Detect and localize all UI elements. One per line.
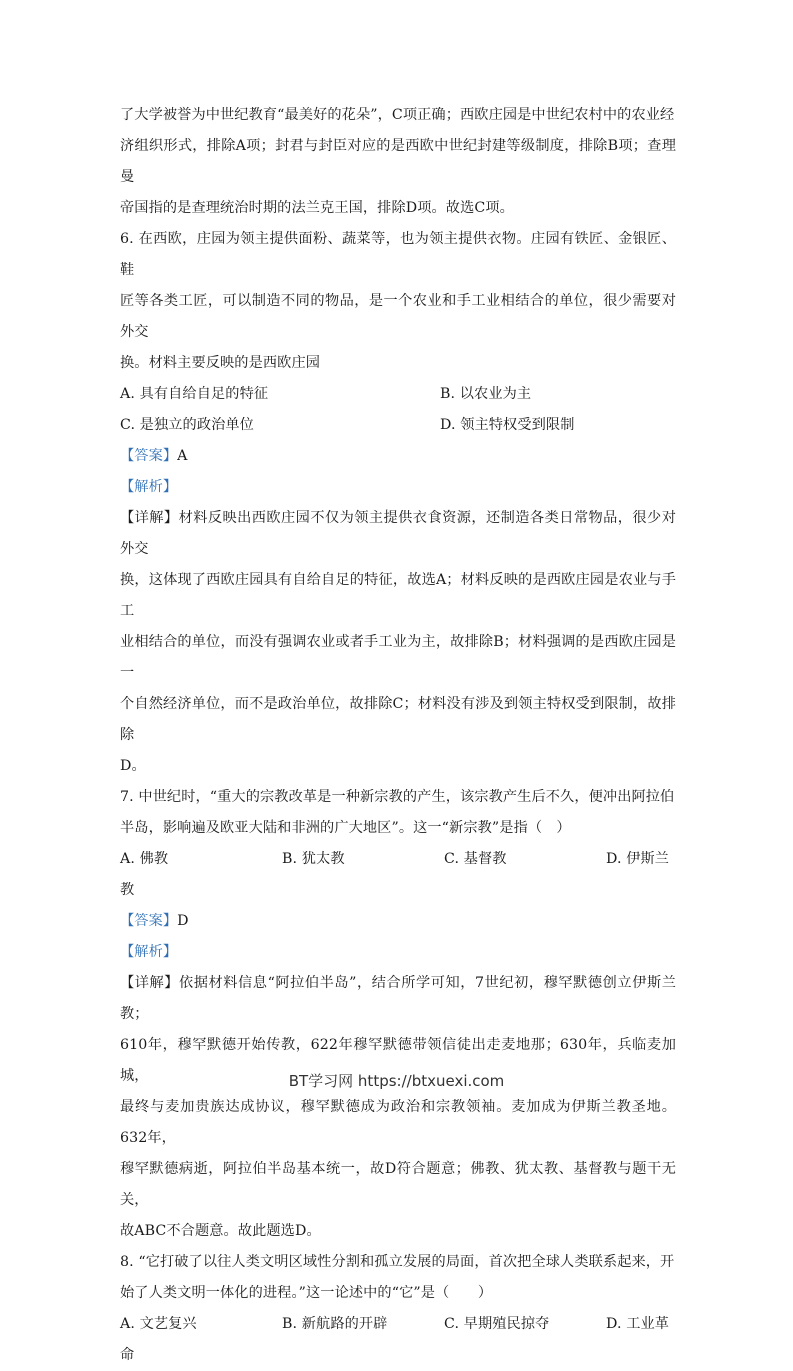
option-a: A. 具有自给自足的特征	[120, 386, 269, 402]
detail-text: 材料反映出西欧庄园不仅为领主提供衣食资源，还制造各类日常物品，很少对外交	[120, 510, 676, 557]
options-row	[120, 1309, 676, 1340]
option-b: B. 以农业为主	[440, 386, 532, 402]
option-b: B. 新航路的开辟	[282, 1316, 388, 1332]
detail-tag: 【详解】	[120, 510, 179, 526]
option-c: C. 基督教	[444, 851, 507, 867]
option-b: B. 犹太教	[282, 851, 345, 867]
question-stem-line: 匠等各类工匠，可以制造不同的物品，是一个农业和手工业相结合的单位，很少需要对外交	[120, 293, 676, 340]
detail-line: 个自然经济单位，而不是政治单位，故排除C；材料没有涉及到领主特权受到限制，故排除	[120, 696, 676, 743]
question-stem-line: 半岛，影响遍及欧亚大陆和非洲的广大地区”。这一“新宗教”是指（ ）	[120, 820, 571, 836]
answer-line	[120, 906, 676, 937]
options-row	[120, 379, 676, 410]
option-c: C. 是独立的政治单位	[120, 417, 254, 433]
option-d: D. 伊斯兰	[606, 851, 670, 867]
option-c: C. 早期殖民掠夺	[444, 1316, 550, 1332]
answer-value: D	[177, 913, 189, 929]
detail-tag: 【详解】	[120, 975, 180, 991]
option-a: A. 文艺复兴	[120, 1316, 197, 1332]
question-6	[120, 224, 676, 782]
analysis-line	[120, 472, 676, 503]
options-row	[120, 410, 676, 441]
option-d: D. 工业革	[606, 1316, 670, 1332]
detail-line: 610年，穆罕默德开始传教，622年穆罕默德带领信徒出走麦地那；630年，兵临麦加城，	[120, 1037, 676, 1084]
question-stem-line: 8. “它打破了以往人类文明区域性分割和孤立发展的局面，首次把全球人类联系起来，开	[120, 1254, 675, 1270]
options-row	[120, 844, 676, 875]
answer-line	[120, 441, 676, 472]
intro-paragraph	[120, 100, 676, 224]
page-content	[120, 100, 676, 1371]
detail-line	[120, 503, 676, 565]
analysis-tag: 【解析】	[120, 479, 178, 495]
text-line: 济组织形式，排除A项；封君与封臣对应的是西欧中世纪封建等级制度，排除B项；查理曼	[120, 138, 676, 185]
option-d: D. 领主特权受到限制	[440, 417, 575, 433]
text-line: 了大学被誉为中世纪教育“最美好的花朵”，C项正确；西欧庄园是中世纪农村中的农业经	[120, 107, 675, 123]
question-7	[120, 782, 676, 1247]
question-stem-line: 7. 中世纪时，“重大的宗教改革是一种新宗教的产生，该宗教产生后不久，便冲出阿拉伯	[120, 789, 675, 805]
option-a: A. 佛教	[120, 851, 169, 867]
detail-line: 故ABC不合题意。故此题选D。	[120, 1223, 321, 1239]
question-stem-line: 换。材料主要反映的是西欧庄园	[120, 355, 321, 371]
analysis-line	[120, 937, 676, 968]
question-stem-line: 始了人类文明一体化的进程。”这一论述中的“它”是（ ）	[120, 1285, 493, 1301]
detail-line: D。	[120, 758, 146, 774]
option-d-wrap: 教	[120, 882, 135, 898]
analysis-tag: 【解析】	[120, 944, 178, 960]
text-line: 帝国指的是查理统治时期的法兰克王国，排除D项。故选C项。	[120, 200, 514, 216]
detail-line: 穆罕默德病逝，阿拉伯半岛基本统一，故D符合题意；佛教、犹太教、基督教与题干无关，	[120, 1161, 676, 1208]
answer-value: A	[177, 448, 188, 464]
detail-text: 依据材料信息“阿拉伯半岛”，结合所学可知，7世纪初，穆罕默德创立伊斯兰教；	[120, 975, 676, 1022]
detail-line	[120, 968, 676, 1030]
question-stem-line: 6. 在西欧，庄园为领主提供面粉、蔬菜等，也为领主提供衣物。庄园有铁匠、金银匠、鞋	[120, 231, 676, 278]
detail-line: 最终与麦加贵族达成协议，穆罕默德成为政治和宗教领袖。麦加成为伊斯兰教圣地。632年，	[120, 1099, 676, 1146]
answer-tag: 【答案】	[120, 913, 178, 929]
detail-line: 业相结合的单位，而没有强调农业或者手工业为主，故排除B；材料强调的是西欧庄园是一	[120, 634, 676, 681]
detail-line: 换，这体现了西欧庄园具有自给自足的特征，故选A；材料反映的是西欧庄园是农业与手工	[120, 572, 676, 619]
question-8	[120, 1247, 676, 1371]
option-d-wrap: 命	[120, 1347, 135, 1363]
site-footer: BT学习网 https://btxuexi.com	[288, 1072, 505, 1090]
answer-tag: 【答案】	[120, 448, 178, 464]
